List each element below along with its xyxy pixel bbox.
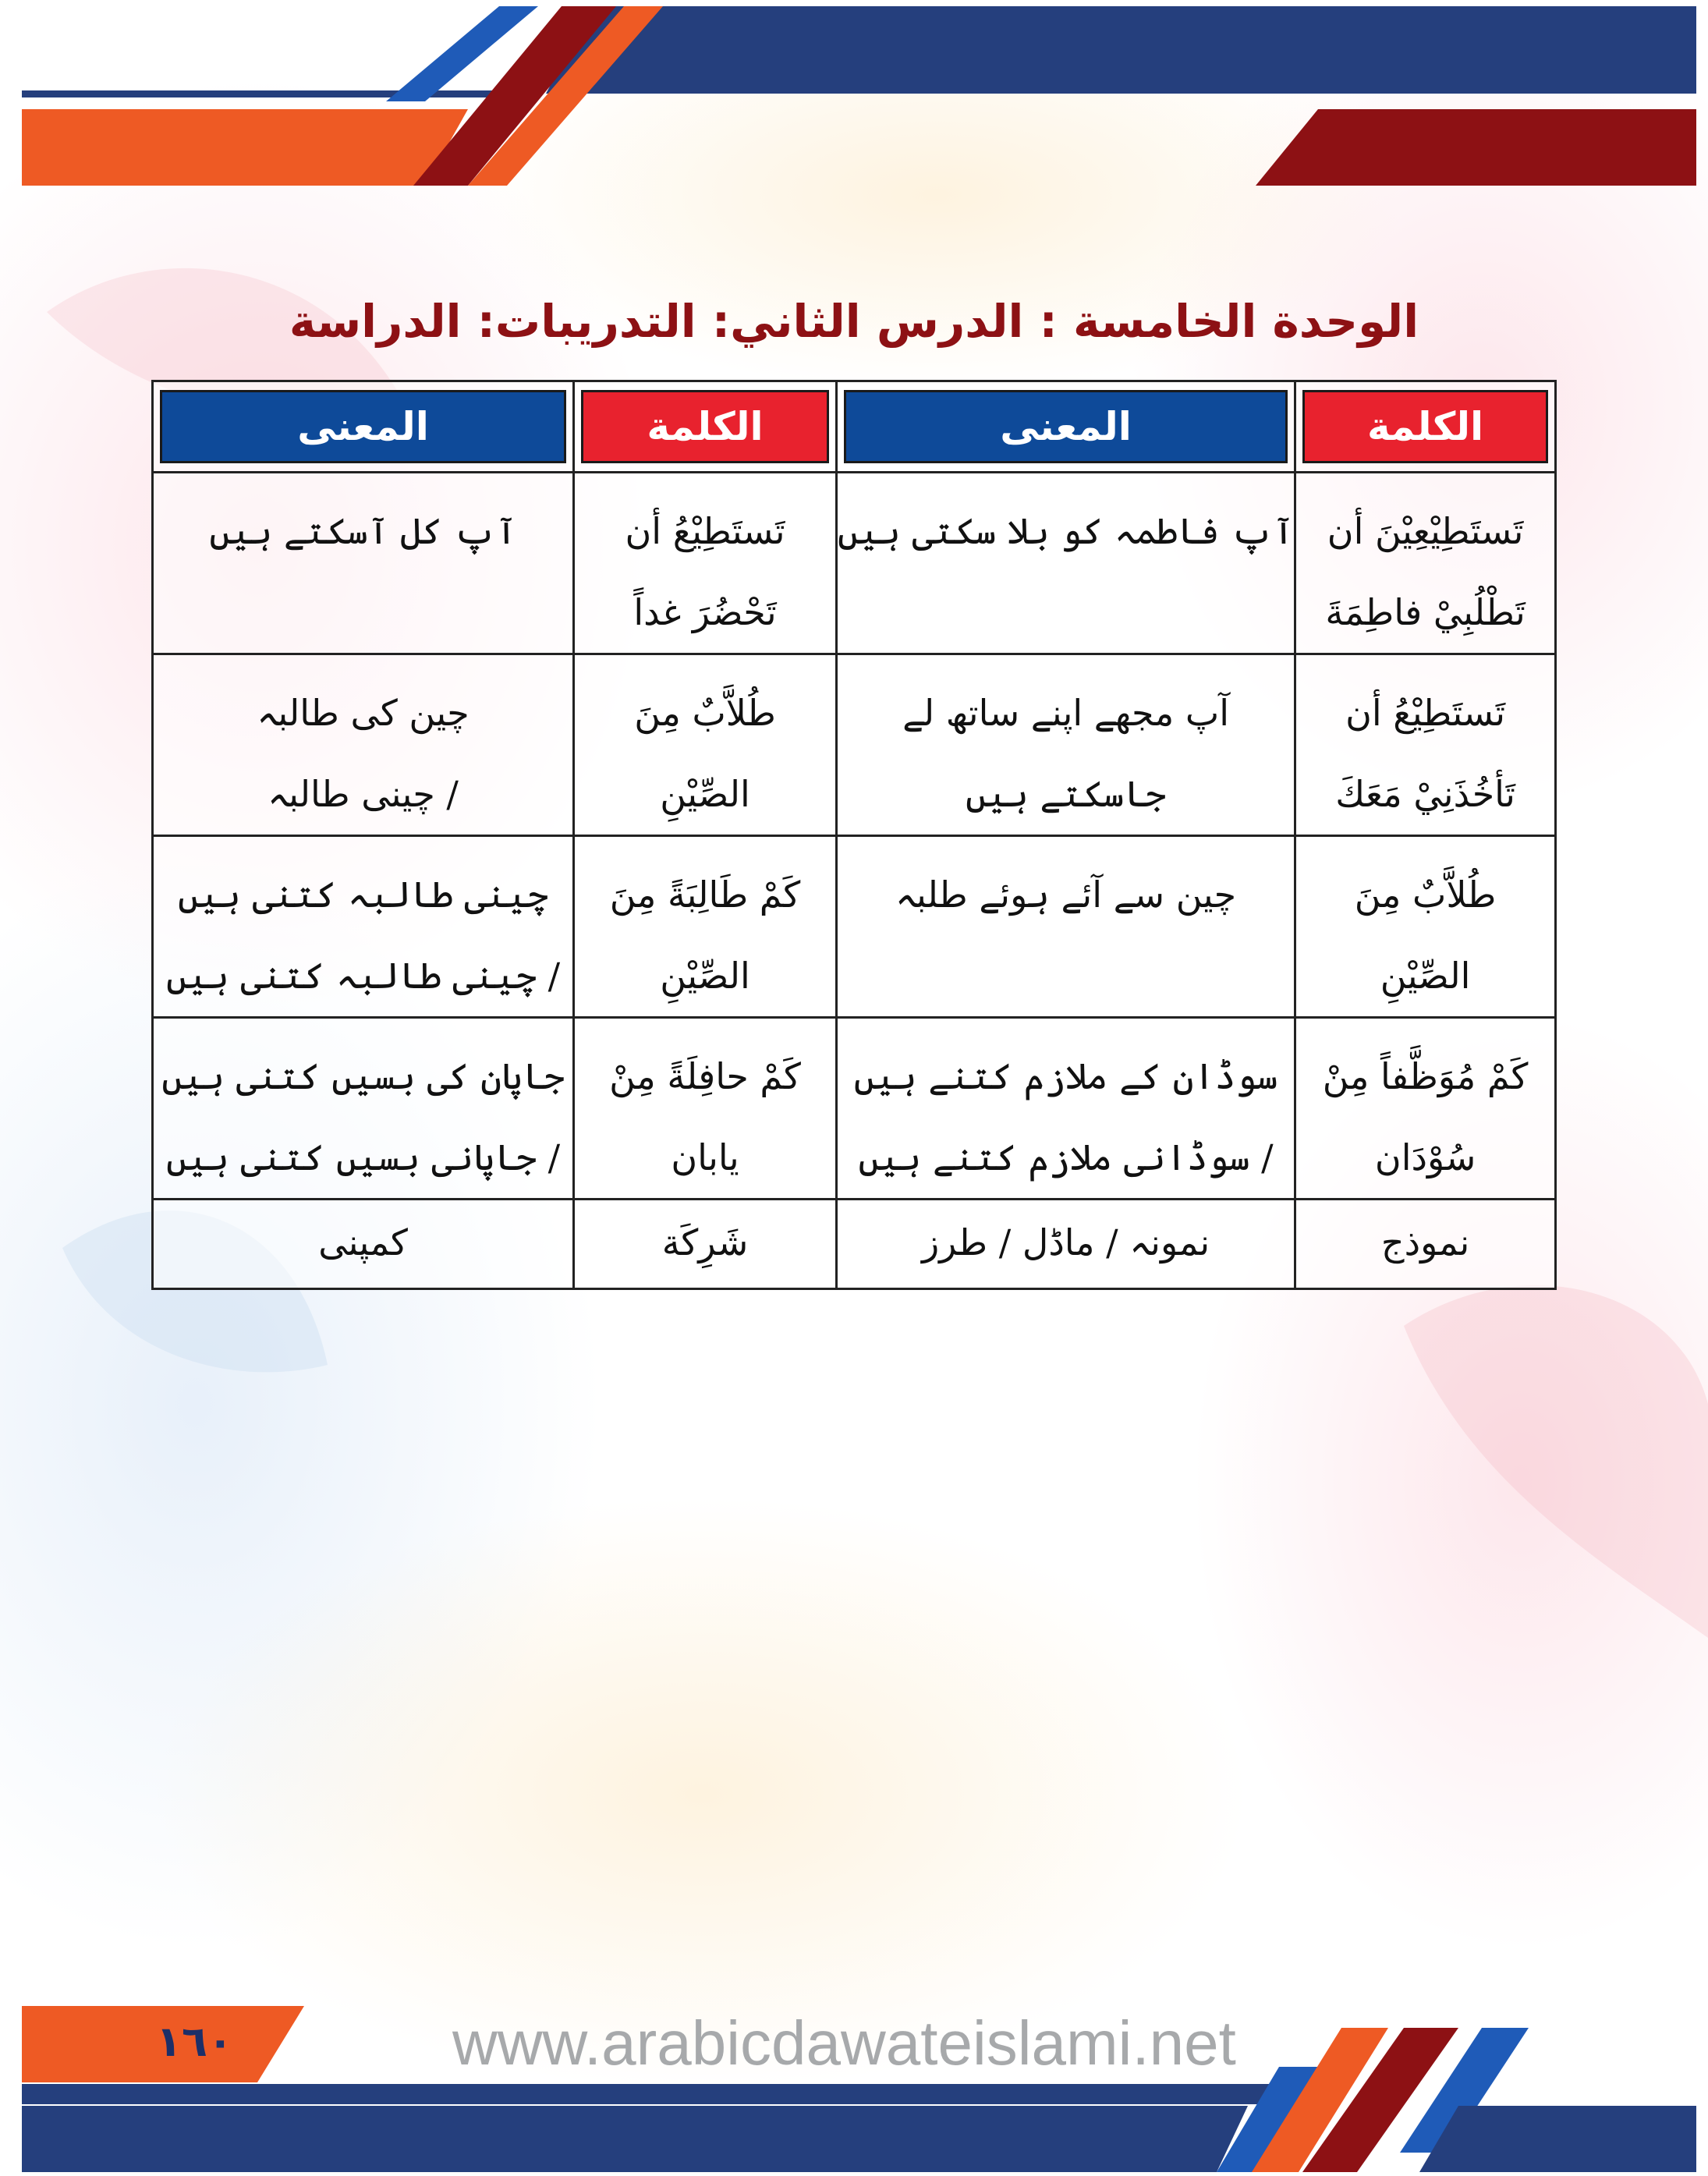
meaning-cell	[153, 1200, 574, 1289]
table-row	[153, 836, 1556, 1018]
meaning-line: / چینی طالبہ کتنی ہیں	[165, 955, 561, 997]
meaning-line: / سوڈانی ملازم کتنے ہیں	[858, 1136, 1274, 1178]
table-row	[153, 1200, 1556, 1289]
header-cell-word-1	[1295, 381, 1556, 473]
header-label: الكلمة	[1302, 390, 1548, 463]
header-label: الكلمة	[581, 390, 829, 463]
meaning-line: / جاپانی بسیں کتنی ہیں	[165, 1136, 561, 1178]
meaning-cell	[836, 654, 1295, 836]
word-line: يابان	[671, 1136, 739, 1178]
meaning-cell	[836, 1200, 1295, 1289]
word-cell	[574, 1018, 837, 1200]
meaning-line: جاپان کی بسیں کتنی ہیں	[161, 1055, 565, 1097]
table-row	[153, 654, 1556, 836]
meaning-cell	[836, 836, 1295, 1018]
meaning-line: / چینی طالبہ	[268, 773, 459, 815]
word-cell	[1295, 473, 1556, 654]
meaning-line: آپ فاطمہ کو بلا سکتی ہیں	[837, 510, 1295, 552]
word-line: الصِّيْنِ	[660, 955, 750, 997]
meaning-line: سوڈان کے ملازم کتنے ہیں	[853, 1055, 1278, 1097]
word-cell	[574, 473, 837, 654]
word-line: طُلاَّبٌ مِنَ	[634, 692, 776, 734]
meaning-cell	[153, 836, 574, 1018]
table-row	[153, 473, 1556, 654]
vocabulary-table	[151, 380, 1557, 1290]
word-line: الصِّيْنِ	[1380, 955, 1471, 997]
word-line: تَستَطِيْعُ أن	[1345, 692, 1506, 734]
word-line: الصِّيْنِ	[660, 773, 750, 815]
meaning-line: کمپنی	[318, 1221, 408, 1263]
word-cell	[574, 836, 837, 1018]
word-line: كَمْ مُوَظَّفاً مِنْ	[1322, 1055, 1529, 1097]
word-cell	[1295, 1200, 1556, 1289]
header-cell-meaning-2	[153, 381, 574, 473]
word-line: نموذج	[1380, 1221, 1470, 1263]
meaning-cell	[153, 473, 574, 654]
meaning-cell	[836, 473, 1295, 654]
word-cell	[1295, 654, 1556, 836]
meaning-line: چین کی طالبہ	[257, 692, 470, 734]
page-number: ١٦٠	[156, 2017, 233, 2066]
header-cell-word-2	[574, 381, 837, 473]
table-header-row	[153, 381, 1556, 473]
meaning-line: چینی طالبہ کتنی ہیں	[178, 874, 549, 916]
word-line: كَمْ طَالِبَةً مِنَ	[609, 874, 801, 916]
word-line: تَستَطِيْعُ أن	[625, 510, 785, 552]
word-line: كَمْ حافِلَةً مِنْ	[609, 1055, 801, 1097]
word-line: شَرِكَة	[661, 1221, 749, 1263]
meaning-cell	[153, 654, 574, 836]
word-line: سُوْدَان	[1374, 1136, 1476, 1178]
meaning-line: آپ کل آسکتے ہیں	[209, 510, 517, 552]
meaning-line: جاسکتے ہیں	[965, 773, 1167, 815]
website-url: www.arabicdawateislami.net	[452, 2008, 1236, 2078]
header-banner	[0, 0, 1708, 195]
page-title: الوحدة الخامسة : الدرس الثاني: التدريبات: الدراسة	[289, 294, 1419, 348]
word-line: تَستَطِيْعِيْنَ أن	[1327, 510, 1524, 552]
word-line: طُلاَّبٌ مِنَ	[1354, 874, 1497, 916]
word-cell	[1295, 836, 1556, 1018]
word-cell	[1295, 1018, 1556, 1200]
word-cell	[574, 1200, 837, 1289]
table-row	[153, 1018, 1556, 1200]
meaning-line: آپ مجھے اپنے ساتھ لے	[902, 692, 1229, 734]
word-cell	[574, 654, 837, 836]
word-line: تَأخُذَنِيْ مَعَكَ	[1335, 773, 1515, 815]
header-label: المعنى	[844, 390, 1288, 463]
header-label: المعنى	[160, 390, 566, 463]
meaning-cell	[836, 1018, 1295, 1200]
meaning-cell	[153, 1018, 574, 1200]
meaning-line: چین سے آئے ہوئے طلبہ	[895, 874, 1237, 916]
header-cell-meaning-1	[836, 381, 1295, 473]
word-line: تَطْلُبِيْ فاطِمَةَ	[1325, 591, 1526, 633]
word-line: تَحْضُرَ غداً	[633, 591, 777, 633]
meaning-line: نمونہ / ماڈل / طرز	[921, 1221, 1210, 1263]
